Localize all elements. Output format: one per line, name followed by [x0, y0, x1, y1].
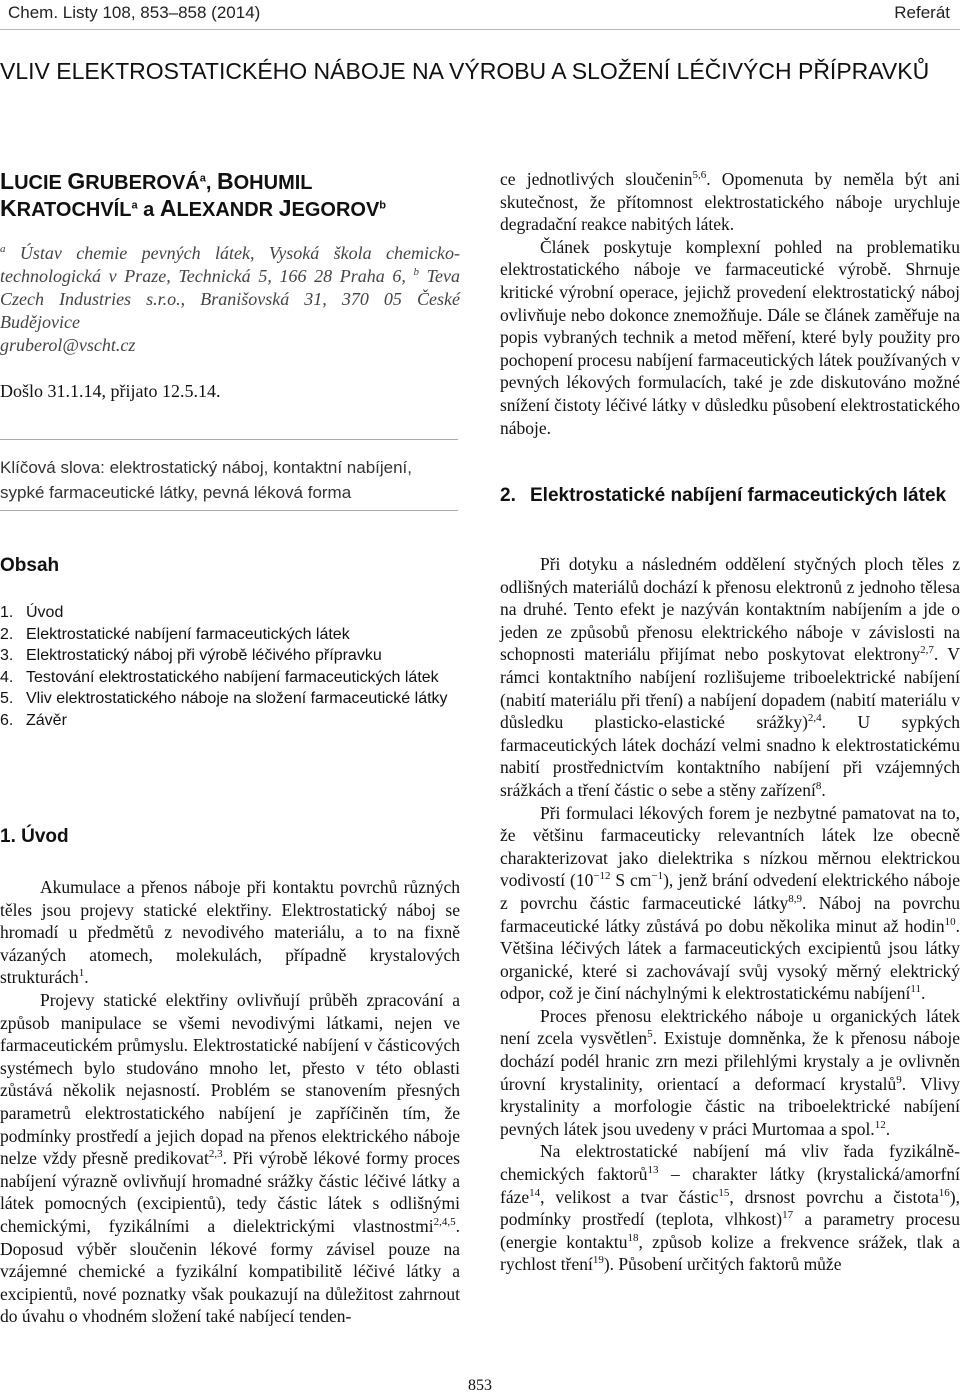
section-2-heading: 2. Elektrostatické nabíjení farmaceutických látek	[500, 485, 947, 506]
affiliation-a: Ústav chemie pevných látek, Vysoká škola chemicko-technologická v Praze, Technická 5, 166 28 Praha 6,	[0, 243, 461, 286]
header-divider	[0, 29, 960, 30]
intro-paragraph-2: Projevy statické elektřiny ovlivňují průběh zpracování a způsob manipulace se všemi nevodivými látkami, nejen ve farmaceutickém průmyslu. Elektrostatické nabíjení v částicových systémech bylo studováno mnoho let, přesto v této oblasti zůstává několik nejasností. Problém se stanovením přesných parametrů elektrostatického nabíjení je zapříčiněn tím, že podmínky prostředí a jejich dopad na přenos elektrického náboje nelze vždy přesně predikovat$^{2,3}$. Při výrobě lékové formy proces nabíjení výrazně ovlivňují hromadné srážky částic léčivé látky a látek pomocných (excipientů), tedy částic látek s odlišnými chemickými, fyzikálními a dielektrickými vlastnostmi$^{2,4,5}$. Doposud výběr sloučenin lékové formy závisel pouze na vzájemné chemické a fyzikální kompatibilitě léčivé látky a excipientů, nové poznatky však poukazují na důležitost zahrnout do úvahu o vhodném složení také nabíjecí tenden-	[0, 989, 460, 1327]
affiliations: $^a$ Ústav chemie pevných látek, Vysoká škola chemicko-technologická v Praze, Technická 5, 166 28 Praha 6, $^b$ Teva Czech Industries s.r.o., Branišovská 31, 370 05 České Budějovice gruberol@vscht.cz	[0, 243, 461, 355]
article-title: VLIV ELEKTROSTATICKÉHO NÁBOJE NA VÝROBU A SLOŽENÍ LÉČIVÝCH PŘÍPRAVKŮ	[0, 58, 930, 84]
journal-citation: Chem. Listy 108, 853–858 (2014)	[8, 3, 261, 22]
section-2-paragraph-3: Proces přenosu elektrického náboje u organických látek není zcela vysvětlen$^5$. Existuje domněnka, že k přenosu náboje dochází podél hranic zrn mezi přilehlými krystaly a je ovlivněn úrovní krystalinity, orientací a deformací krystalů$^9$. Vlivy krystalinity a morfologie částic na triboelektrické nabíjení pevných látek jsou uvedeny v práci Murtomaa a spol.$^{12}$.	[500, 1005, 960, 1139]
received-dates: Došlo 31.1.14, přijato 12.5.14.	[0, 381, 221, 401]
author-3: ALEXANDR JEGOROV	[159, 195, 380, 221]
article-type: Referát	[894, 3, 950, 22]
keywords: Klíčová slova: elektrostatický náboj, kontaktní nabíjení, sypké farmaceutické látky, pevná léková forma	[0, 458, 413, 502]
author-email[interactable]: gruberol@vscht.cz	[0, 335, 136, 355]
section-2-body	[500, 553, 960, 1276]
toc-item: 5. Vliv elektrostatického náboje na složení farmaceutické látky	[0, 690, 448, 707]
section-1-body-left	[0, 876, 460, 1328]
section-2-paragraph-4: Na elektrostatické nabíjení má vliv řada fyzikálně-chemických faktorů$^{13}$ – charakter látky (krystalická/amorfní fáze$^{14}$, velikost a tvar částic$^{15}$, drsnost povrchu a čistota$^{16}$), podmínky prostředí (teplota, vlhkost)$^{17}$ a parametry procesu (energie kontaktu$^{18}$, způsob kolize a frekvence srážek, tlak a rychlost tření$^{19}$). Působení určitých faktorů může	[500, 1141, 960, 1275]
page-number: 853	[468, 1377, 492, 1394]
section-2-paragraph-2: Při formulaci lékových forem je nezbytné pamatovat na to, že většinu farmaceuticky relevantních látek lze obecně charakterizovat jako dielektrika s nízkou měrnou elektrickou vodivostí ($10^{-12}$ S $cm^{-1}$), jenž brání odvedení elektrického náboje z povrchu částic farmaceutické látky$^{8,9}$. Náboj na povrchu farmaceutické látky zůstává po dobu několika minut až hodin$^{10}$. Většina léčivých látek a farmaceutických excipientů jsou látky organické, které si zachovávají svůj vysoký měrný elektrický odpor, což je činí náchylnými k elektrostatickému nabíjení$^{11}$.	[500, 802, 960, 1004]
toc-item: 4. Testování elektrostatického nabíjení farmaceutických látek	[0, 668, 439, 686]
keywords-bottom-rule	[0, 510, 458, 511]
toc-item: 2. Elektrostatické nabíjení farmaceutických látek	[0, 625, 350, 643]
toc-item: 3. Elektrostatický náboj při výrobě léčivého přípravku	[0, 647, 382, 664]
section-2-paragraph-1: Při dotyku a následném oddělení styčných ploch těles z odlišných materiálů dochází k přenosu elektronů z jednoho tělesa na druhé. Tento efekt je nazýván kontaktním nabíjením a jde o jeden ze způsobů přenosu elektrického náboje v závislosti na schopnosti materiálu přijímat nebo poskytovat elektrony$^{2,7}$. V rámci kontaktního nabíjení rozlišujeme triboelektrické nabíjení (nabití materiálu při tření) a nabíjení dopadem (nabití materiálu v důsledku plasticko-elastické srážky)$^{2,4}$. U sypkých farmaceutických látek dochází velmi snadno k elektrostatickému nabití prostřednictvím kontaktního nabíjení při vzájemných srážkách a tření částic o sebe a stěny zařízení$^8$.	[500, 554, 960, 800]
table-of-contents	[0, 602, 458, 731]
toc-heading: Obsah	[0, 555, 60, 576]
intro-paragraph-1: Akumulace a přenos náboje při kontaktu povrchů různých těles jsou projevy statické elektřiny. Elektrostatický náboj se hromadí u předmětů z nevodivého materiálu, a to na fixně vázaných atomech, molekulách, případně krystalových strukturách$^1$.	[0, 877, 460, 988]
intro-paragraph-2-continued: ce jednotlivých sloučenin$^{5,6}$. Opomenuta by neměla být ani skutečnost, že přítomnost elektrostatického náboje urychluje degradační reakce nabitých látek.	[500, 169, 960, 235]
author-2: BOHUMIL KRATOCHVÍL	[0, 168, 313, 221]
intro-paragraph-3: Článek poskytuje komplexní pohled na problematiku elektrostatického náboje ve farmaceutické výrobě. Shrnuje kritické výrobní operace, jejichž provedení elektrostatický náboj ovlivňuje nebo dokonce znemožňuje. Dále se článek zaměřuje na popis vybraných technik a metod měření, které byly použity pro pochopení procesu nabíjení farmaceutických látek používaných v pevných lékových formulacích, také je zde diskutováno možné snížení čistoty léčivé látky v důsledku působení elektrostatického náboje.	[500, 236, 960, 438]
section-1-body-right	[500, 168, 960, 439]
author-1: LUCIE GRUBEROVÁ	[0, 168, 200, 194]
affiliation-b: Teva Czech Industries s.r.o., Branišovská 31, 370 05 České Budějovice	[0, 266, 460, 332]
toc-item: 6. Závěr	[0, 711, 67, 729]
author-list: LUCIE GRUBEROVÁ$^a$, BOHUMIL KRATOCHVÍL$^a$ a ALEXANDR JEGOROV$^b$	[0, 168, 387, 221]
toc-item: 1. Úvod	[0, 604, 64, 621]
running-header	[0, 0, 960, 28]
section-1-heading: 1. Úvod	[0, 826, 69, 847]
keywords-top-rule	[0, 439, 458, 440]
